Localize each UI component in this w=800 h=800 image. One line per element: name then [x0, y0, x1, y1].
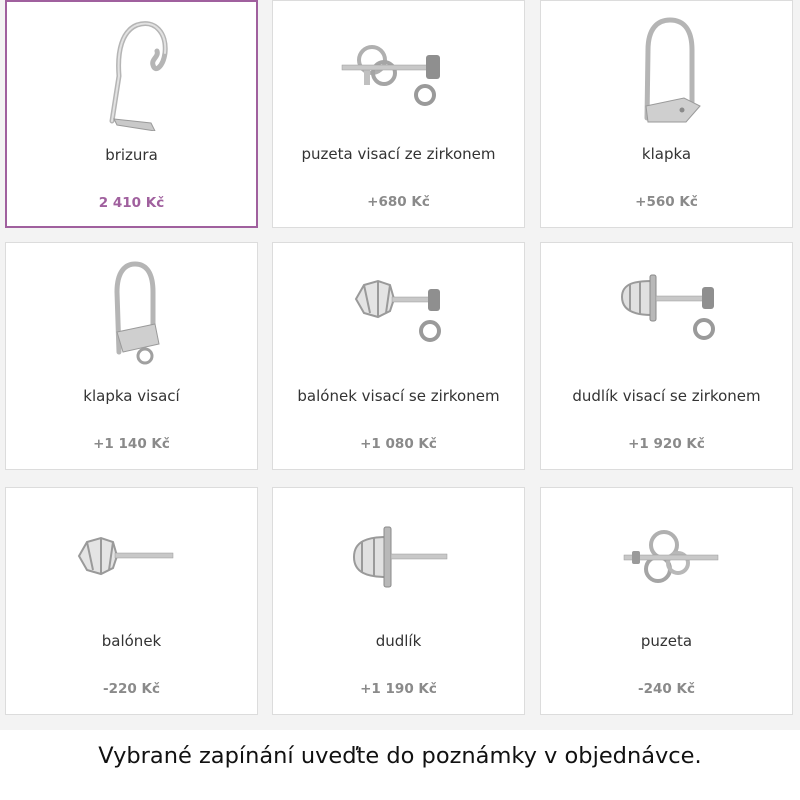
option-name: dudlík [375, 632, 422, 650]
order-note-instruction: Vybrané zapínání uveďte do poznámky v objednávce. [98, 743, 702, 769]
option-price: +680 Kč [367, 194, 430, 210]
option-card-dudlik-visaci-se-zirkonem[interactable] [540, 242, 793, 470]
option-card-puzeta-visaci-ze-zirkonem[interactable] [272, 0, 525, 228]
option-name: klapka [641, 145, 692, 163]
option-price: +1 140 Kč [93, 436, 170, 452]
option-card-puzeta[interactable] [540, 487, 793, 715]
option-name: dudlík visací se zirkonem [572, 387, 761, 405]
option-name: balónek visací se zirkonem [297, 387, 500, 405]
option-name: balónek [101, 632, 162, 650]
option-price: +560 Kč [635, 194, 698, 210]
option-name: puzeta visací ze zirkonem [301, 145, 496, 163]
option-price: +1 080 Kč [360, 436, 437, 452]
balloon-setting-dangle-icon [273, 251, 524, 373]
butterfly-back-dangle-icon [273, 9, 524, 131]
option-name: klapka visací [83, 387, 180, 405]
option-card-balonek-visaci-se-zirkonem[interactable] [272, 242, 525, 470]
cup-setting-icon [273, 496, 524, 618]
option-price: 2 410 Kč [98, 195, 165, 211]
option-price: -240 Kč [638, 681, 695, 697]
option-name: brizura [105, 146, 158, 164]
brizura-hook-icon [7, 10, 256, 132]
option-card-klapka[interactable] [540, 0, 793, 228]
cup-setting-dangle-icon [541, 251, 792, 373]
option-card-brizura[interactable] [5, 0, 258, 228]
option-price: -220 Kč [103, 681, 160, 697]
leverback-dangle-icon [6, 251, 257, 373]
butterfly-back-icon [541, 496, 792, 618]
option-card-balonek[interactable] [5, 487, 258, 715]
option-card-dudlik[interactable] [272, 487, 525, 715]
option-price: +1 920 Kč [628, 436, 705, 452]
balloon-setting-icon [6, 496, 257, 618]
option-name: puzeta [640, 632, 693, 650]
leverback-icon [541, 9, 792, 131]
option-card-klapka-visaci[interactable] [5, 242, 258, 470]
option-price: +1 190 Kč [360, 681, 437, 697]
